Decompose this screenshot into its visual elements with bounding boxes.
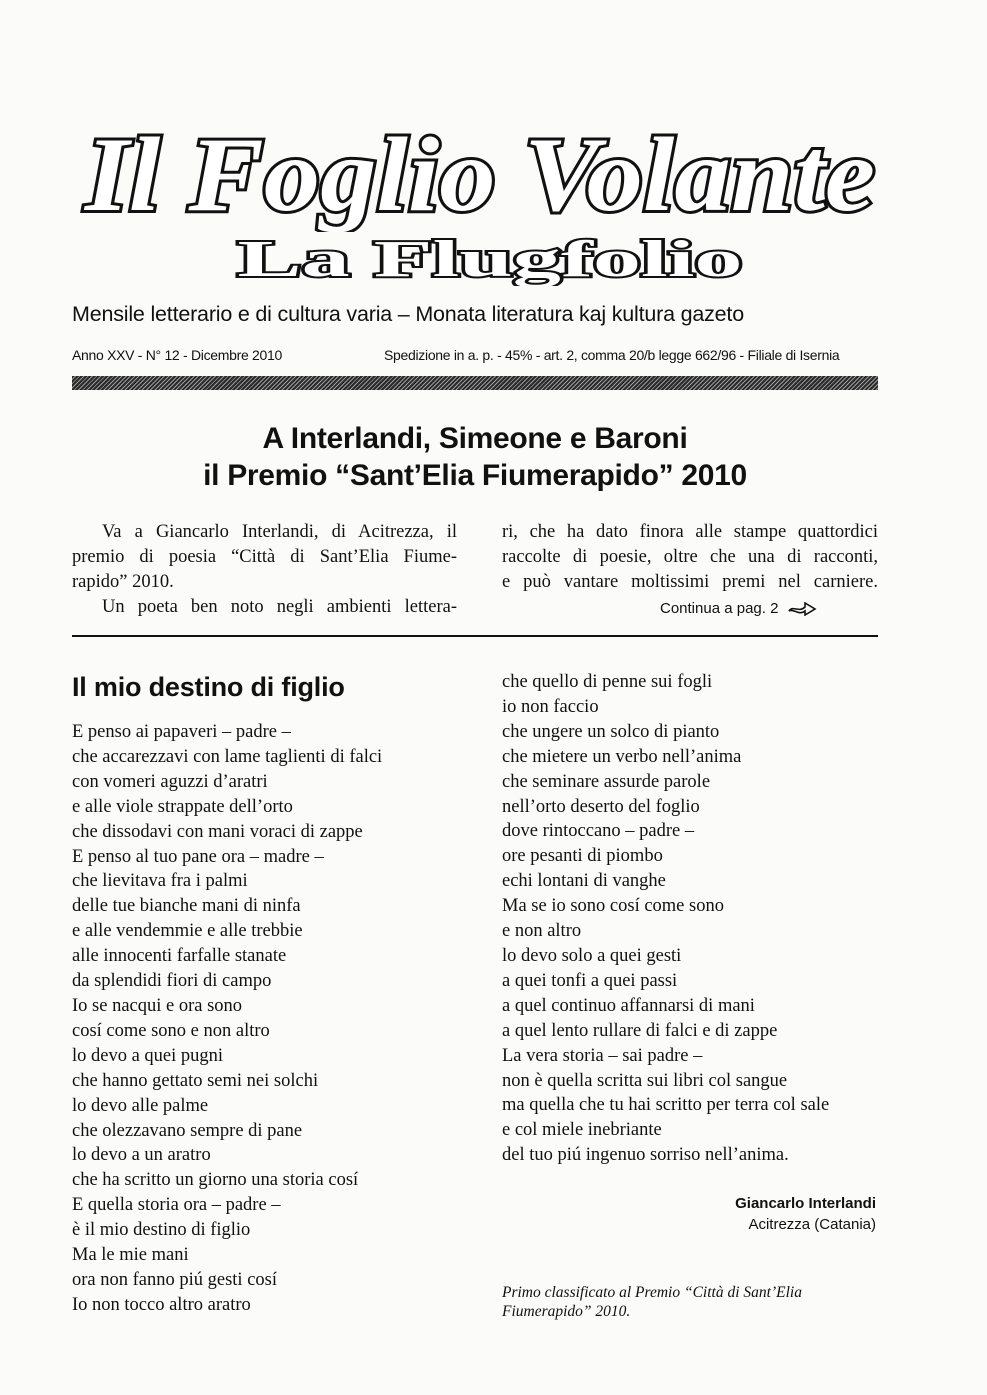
poem-line: E quella storia ora – padre –	[72, 1195, 281, 1216]
poem-line: che ha scritto un giorno una storia cosí	[72, 1170, 359, 1191]
poem-line: Ma se io sono cosí come sono	[502, 896, 724, 917]
author-name: Giancarlo Interlandi	[735, 1195, 876, 1212]
article-line: rapido” 2010.	[72, 572, 174, 592]
poem-column-left	[72, 720, 382, 1318]
continued-label: Continua a pag. 2	[660, 600, 779, 617]
article-column-left	[72, 520, 457, 620]
section-divider	[72, 635, 878, 637]
poem-line: che accarezzavi con lame taglienti di falci	[72, 746, 383, 767]
poem-line: lo devo a un aratro	[72, 1145, 211, 1166]
poem-line: e alle viole strappate dell’orto	[72, 796, 293, 817]
poem-line: ore pesanti di piombo	[502, 846, 663, 867]
poem-line: ma quella che tu hai scritto per terra col sale	[502, 1095, 830, 1116]
poem-line: lo devo alle palme	[72, 1095, 209, 1116]
arrow-icon	[787, 602, 817, 616]
article-headline-line-1: A Interlandi, Simeone e Baroni	[262, 422, 688, 455]
poem-line: a quel continuo affannarsi di mani	[502, 995, 755, 1016]
poem-line: E penso ai papaveri – padre –	[72, 722, 291, 742]
poem-line: che ungere un solco di pianto	[502, 721, 720, 742]
poem-line: echi lontani di vanghe	[502, 871, 666, 892]
poem-line: non è quella scritta sui libri col sangue	[502, 1070, 788, 1091]
poem-line: cosí come sono e non altro	[72, 1020, 270, 1041]
poem-line: che mietere un verbo nell’anima	[502, 746, 742, 767]
poem-line: che dissodavi con mani voraci di zappe	[72, 821, 363, 842]
poem-line: dove rintoccano – padre –	[502, 821, 695, 842]
masthead-title-text: Il Foglio Volante	[82, 116, 875, 232]
poem-line: che olezzavano sempre di pane	[72, 1120, 303, 1141]
poem-line: del tuo piú ingenuo sorriso nell’anima.	[502, 1145, 789, 1166]
tagline: Mensile letterario e di cultura varia – Monata literatura kaj kultura gazeto	[72, 302, 744, 326]
poem-line: Io se nacqui e ora sono	[72, 995, 243, 1016]
continued-link[interactable]	[660, 600, 817, 617]
poem-line: Ma le mie mani	[72, 1245, 189, 1266]
poem-line: lo devo solo a quei gesti	[502, 945, 682, 966]
poem-line: Io non tocco altro aratro	[72, 1294, 251, 1315]
decorative-band	[72, 376, 878, 390]
article-line: Un poeta ben noto negli ambienti lettera-	[102, 597, 457, 617]
issue-info: Anno XXV - N° 12 - Dicembre 2010	[72, 347, 282, 363]
poem-line: E penso al tuo pane ora – madre –	[72, 846, 324, 867]
poem-byline	[600, 1193, 876, 1235]
poem-line: La vera storia – sai padre –	[502, 1045, 703, 1066]
poem-line: da splendidi fiori di campo	[72, 971, 272, 992]
poem-line: a quel lento rullare di falci e di zappe	[502, 1020, 778, 1041]
article-line: Va a Giancarlo Interlandi, di Acitrezza, il	[102, 522, 457, 542]
masthead-logo-subtitle	[230, 228, 750, 286]
poem-line: con vomeri aguzzi d’aratri	[72, 771, 268, 792]
masthead-logo-title	[80, 112, 880, 232]
author-location: Acitrezza (Catania)	[748, 1216, 876, 1233]
poem-line: io non faccio	[502, 696, 599, 717]
poem-line: a quei tonfi a quei passi	[502, 970, 678, 991]
article-line: premio di poesia “Città di Sant’Elia Fiume-	[72, 547, 457, 567]
poem-line: alle innocenti farfalle stanate	[72, 946, 287, 967]
postal-info: Spedizione in a. p. - 45% - art. 2, comma 20/b legge 662/96 - Filiale di Isernia	[384, 347, 840, 363]
award-note: Primo classificato al Premio “Città di Sant’Elia Fiumerapido” 2010.	[502, 1284, 802, 1320]
poem-line: nell’orto deserto del foglio	[502, 796, 700, 817]
poem-line: e non altro	[502, 921, 582, 942]
poem-line: ora non fanno piú gesti cosí	[72, 1269, 277, 1290]
poem-line: che quello di penne sui fogli	[502, 672, 713, 692]
poem-line: è il mio destino di figlio	[72, 1220, 251, 1241]
poem-line: e col miele inebriante	[502, 1120, 662, 1141]
poem-line: delle tue bianche mani di ninfa	[72, 896, 301, 917]
poem-title: Il mio destino di figlio	[72, 672, 345, 702]
poem-line: che lievitava fra i palmi	[72, 871, 248, 892]
article-line: ri, che ha dato finora alle stampe quattordici	[502, 522, 878, 542]
poem-column-right	[502, 670, 829, 1168]
masthead-subtitle-text: La Flugfolio	[237, 231, 743, 286]
article-line: raccolte di poesie, oltre che una di racconti,	[502, 547, 878, 567]
article-headline-line-2: il Premio “Sant’Elia Fiumerapido” 2010	[203, 459, 747, 492]
article-line: e può vantare moltissimi premi nel carniere.	[502, 572, 878, 592]
poem-line: che seminare assurde parole	[502, 771, 711, 792]
poem-line: e alle vendemmie e alle trebbie	[72, 921, 303, 942]
article-column-right	[502, 520, 878, 595]
poem-line: che hanno gettato semi nei solchi	[72, 1070, 319, 1091]
poem-line: lo devo a quei pugni	[72, 1045, 224, 1066]
